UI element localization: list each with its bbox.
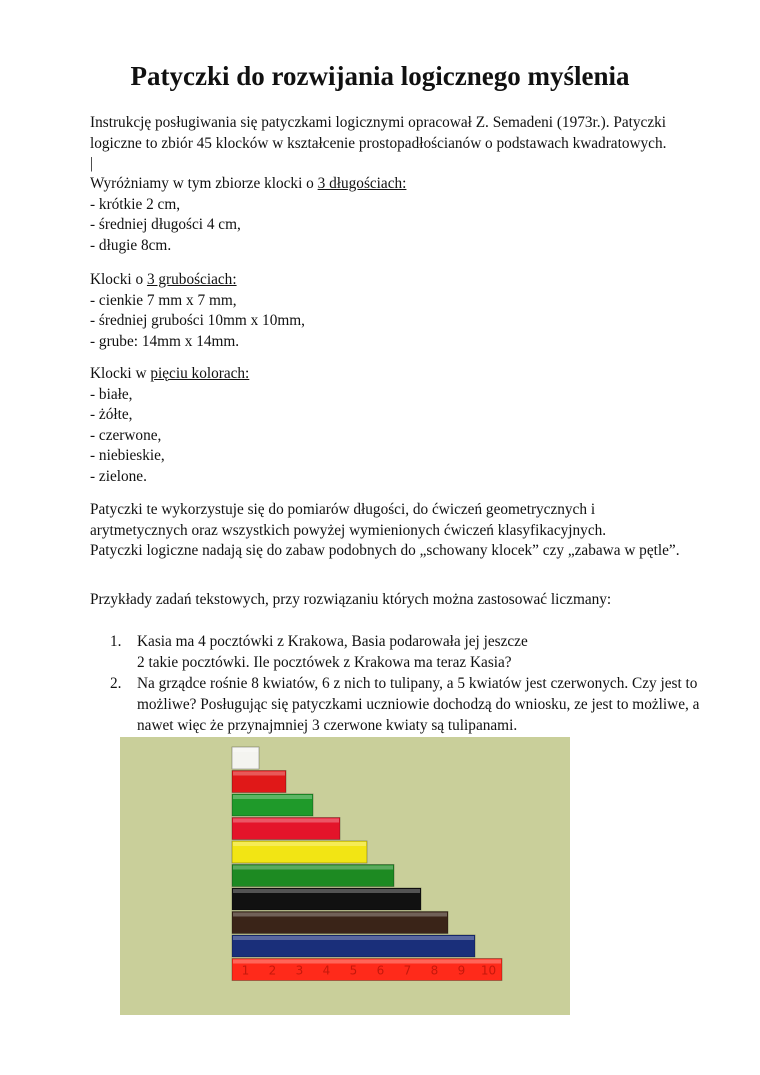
thickness-section bbox=[90, 270, 690, 352]
lengths-underlined: 3 długościach: bbox=[317, 175, 407, 192]
rod-highlight bbox=[233, 889, 420, 893]
rod-number-label: 5 bbox=[349, 963, 358, 978]
colors-item: - niebieskie, bbox=[90, 447, 165, 464]
rod-number-label: 2 bbox=[268, 963, 277, 978]
example-text: Na grządce rośnie 8 kwiatów, 6 z nich to tulipany, a 5 kwiatów jest czerwonych. Czy jest to możliwe? Posługując się patyczkami uczniowie dochodzą do wniosku, ze jest to możliwe, a nawet więc że przynajmniej 3 czerwone kwiaty są tulipanami. bbox=[137, 675, 700, 734]
rod-highlight bbox=[233, 748, 258, 752]
thickness-lead: Klocki o bbox=[90, 271, 147, 288]
thickness-heading bbox=[90, 270, 690, 291]
rods-photo bbox=[120, 737, 570, 1015]
example-item bbox=[90, 673, 700, 736]
rod-number-label: 8 bbox=[430, 963, 439, 978]
lengths-section bbox=[90, 174, 690, 256]
rod-highlight bbox=[233, 842, 366, 846]
intro-paragraph bbox=[90, 113, 690, 175]
colors-heading bbox=[90, 364, 690, 385]
colors-item: - czerwone, bbox=[90, 426, 162, 444]
rod-highlight bbox=[233, 819, 339, 823]
colors-item: - zielone. bbox=[90, 467, 147, 485]
colors-section bbox=[90, 364, 690, 487]
thickness-item: - średniej grubości 10mm x 10mm, bbox=[90, 312, 305, 329]
rod-number-label: 9 bbox=[457, 963, 466, 978]
rod-highlight bbox=[233, 936, 474, 940]
rod-number-label: 10 bbox=[480, 963, 497, 978]
example-text-continued: 2 takie pocztówki. Ile pocztówek z Krakowa ma teraz Kasia? bbox=[137, 654, 512, 671]
colors-underlined: pięciu kolorach: bbox=[150, 365, 250, 382]
colors-item: - żółte, bbox=[90, 406, 133, 423]
lengths-heading bbox=[90, 174, 690, 195]
thickness-item: - grube: 14mm x 14mm. bbox=[90, 332, 240, 350]
example-item bbox=[90, 631, 700, 673]
page-title: Patyczki do rozwijania logicznego myślenia bbox=[130, 61, 630, 91]
rod-number-label: 3 bbox=[295, 963, 304, 978]
example-number: 2. bbox=[110, 675, 122, 692]
rod-highlight bbox=[233, 772, 285, 776]
examples-intro: Przykłady zadań tekstowych, przy rozwiązaniu których można zastosować liczmany: bbox=[90, 591, 612, 608]
thickness-item: - cienkie 7 mm x 7 mm, bbox=[90, 291, 237, 309]
lengths-item: - długie 8cm. bbox=[90, 236, 172, 254]
usage-line-1: Patyczki te wykorzystuje się do pomiarów długości, do ćwiczeń geometrycznych i arytmetycznych oraz wszystkich powyżej wymienionych ćwiczeń klasyfikacyjnych. bbox=[90, 501, 607, 539]
thickness-underlined: 3 grubościach: bbox=[146, 271, 237, 288]
usage-line-2: Patyczki logiczne nadają się do zabaw podobnych do „schowany klocek” czy „zabawa w pętle”. bbox=[90, 542, 680, 559]
example-number: 1. bbox=[110, 633, 122, 650]
rod-number-label: 6 bbox=[376, 963, 385, 978]
rods-photo-image bbox=[120, 737, 570, 1015]
lengths-lead: Wyróżniamy w tym zbiorze klocki o bbox=[90, 175, 318, 192]
colors-lead: Klocki w bbox=[90, 365, 151, 382]
examples-list bbox=[90, 631, 700, 736]
rod-number-label: 4 bbox=[322, 963, 331, 978]
usage-paragraph bbox=[90, 500, 690, 562]
rod-number-label: 7 bbox=[403, 963, 412, 978]
rod-highlight bbox=[233, 866, 393, 870]
example-text: Kasia ma 4 pocztówki z Krakowa, Basia podarowała jej jeszcze bbox=[137, 633, 528, 650]
rod-highlight bbox=[233, 795, 312, 799]
rod-highlight bbox=[233, 913, 447, 917]
rod-number-label: 1 bbox=[241, 963, 250, 978]
colors-item: - białe, bbox=[90, 385, 133, 403]
lengths-item: - krótkie 2 cm, bbox=[90, 195, 181, 213]
lengths-item: - średniej długości 4 cm, bbox=[90, 216, 241, 233]
intro-text: Instrukcję posługiwania się patyczkami logicznymi opracował Z. Semadeni (1973r.). Patyczki logiczne to zbiór 45 klocków w kształcenie prostopadłościanów o podstawach kwadratowych. bbox=[90, 114, 667, 152]
text-cursor: | bbox=[90, 155, 94, 172]
